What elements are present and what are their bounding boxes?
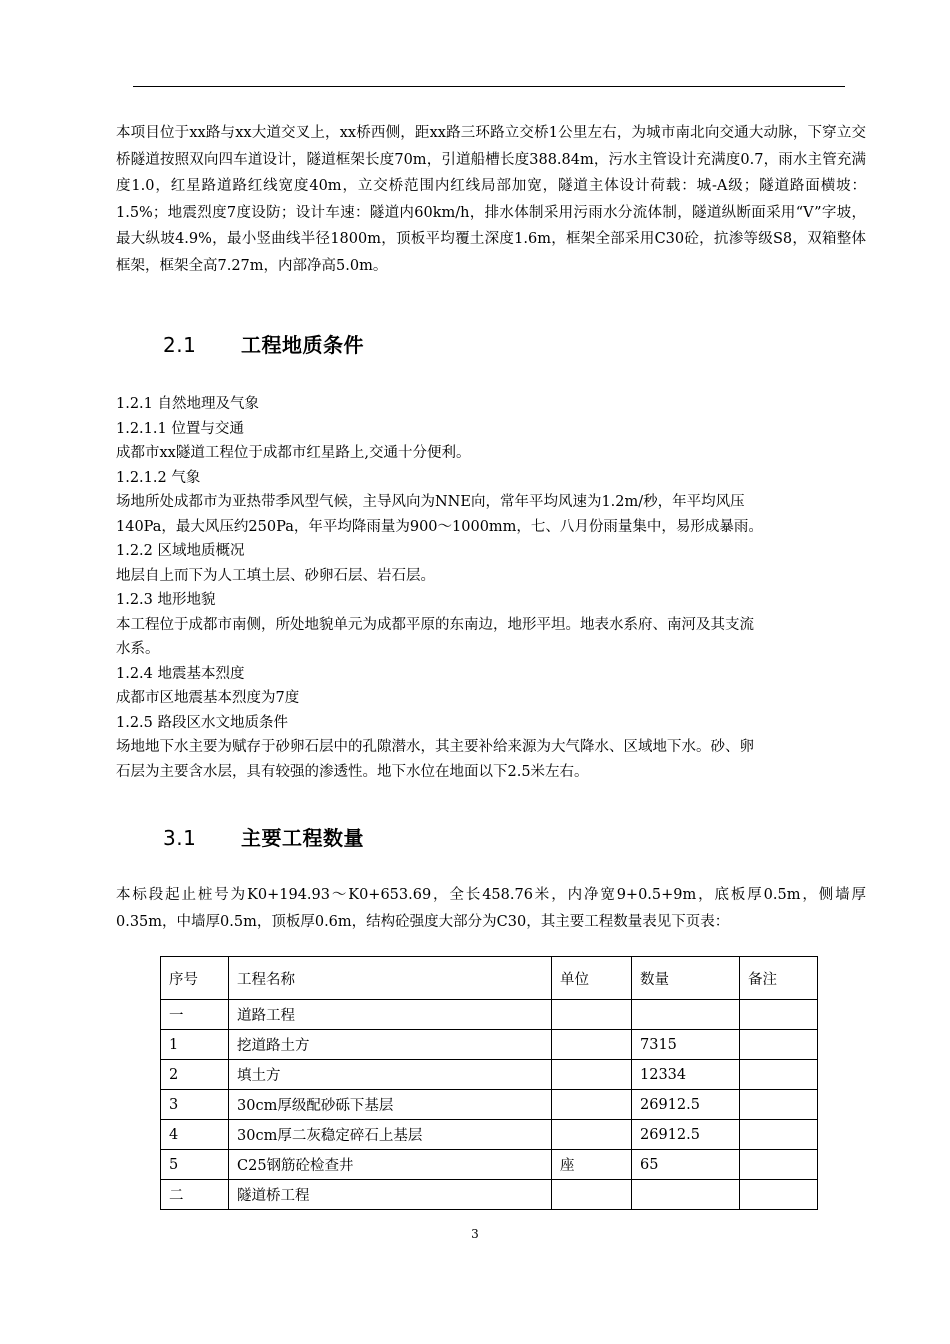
subheading: 1.2.2 区域地质概况 <box>116 543 245 559</box>
table-row <box>161 1120 818 1150</box>
table-cell <box>632 1000 740 1030</box>
table-cell: 5 <box>161 1150 229 1180</box>
table-cell <box>552 1180 632 1210</box>
subheading: 1.2.5 路段区水文地质条件 <box>116 714 289 731</box>
paragraph-line: 地层自上而下为人工填土层、砂卵石层、岩石层。 <box>116 567 435 584</box>
paragraph-line: 场地所处成都市为亚热带季风型气候，主导风向为NNE向，常年平均风速为1.2m/秒，年平均风压 <box>116 494 745 510</box>
table-cell: 一 <box>161 1000 229 1030</box>
page-number: 3 <box>471 1227 479 1241</box>
table-cell: 道路工程 <box>229 1000 552 1030</box>
table-row <box>161 1180 818 1210</box>
table-cell <box>552 1000 632 1030</box>
table-cell: 65 <box>632 1150 740 1180</box>
table-cell: 12334 <box>632 1060 740 1090</box>
section-title: 工程地质条件 <box>241 333 364 357</box>
subheading: 1.2.1 自然地理及气象 <box>116 396 260 412</box>
header-cell: 工程名称 <box>229 957 552 1000</box>
paragraph-line: 140Pa，最大风压约250Pa，年平均降雨量为900～1000mm，七、八月份雨量集中，易形成暴雨。 <box>116 518 763 535</box>
table-cell: 挖道路土方 <box>229 1030 552 1060</box>
section-heading-geology <box>163 329 364 358</box>
table-cell: 7315 <box>632 1030 740 1060</box>
table-cell <box>632 1180 740 1210</box>
geology-content <box>116 392 866 784</box>
table-cell <box>740 1000 818 1030</box>
header-cell: 数量 <box>632 957 740 1000</box>
table-cell <box>740 1150 818 1180</box>
table-cell: 座 <box>552 1150 632 1180</box>
section-number: 2.1 <box>163 333 197 357</box>
table-cell: 二 <box>161 1180 229 1210</box>
quantities-intro-paragraph: 本标段起止桩号为K0+194.93～K0+653.69，全长458.76米，内净宽9+0.5+9m，底板厚0.5m，侧墙厚0.35m，中墙厚0.5m，顶板厚0.6m，结构砼强度大部分为C30，其主要工程数量表见下页表： <box>116 887 866 930</box>
quantities-table <box>160 956 818 1210</box>
subheading: 1.2.1.1 位置与交通 <box>116 420 244 437</box>
subheading: 1.2.1.2 气象 <box>116 469 201 486</box>
header-cell: 单位 <box>552 957 632 1000</box>
table-cell <box>740 1090 818 1120</box>
section-title: 主要工程数量 <box>241 826 364 850</box>
subheading: 1.2.4 地震基本烈度 <box>116 665 245 682</box>
table-cell: 26912.5 <box>632 1090 740 1120</box>
table-cell <box>552 1060 632 1090</box>
table-row <box>161 1060 818 1090</box>
subheading: 1.2.3 地形地貌 <box>116 592 216 608</box>
table-cell: 30cm厚级配砂砾下基层 <box>229 1090 552 1120</box>
table-cell <box>740 1180 818 1210</box>
paragraph-line: 本工程位于成都市南侧，所处地貌单元为成都平原的东南边，地形平坦。地表水系府、南河及其支流 <box>116 616 754 633</box>
paragraph-line: 成都市区地震基本烈度为7度 <box>116 690 300 706</box>
paragraph-line: 水系。 <box>116 641 160 657</box>
section-heading-quantities <box>163 822 364 851</box>
table-cell: C25钢筋砼检查井 <box>229 1150 552 1180</box>
table-row <box>161 1150 818 1180</box>
table-cell <box>552 1090 632 1120</box>
intro-paragraph: 本项目位于xx路与xx大道交叉上，xx桥西侧，距xx路三环路立交桥1公里左右，为城市南北向交通大动脉，下穿立交桥隧道按照双向四车道设计，隧道框架长度70m，引道船槽长度388.84m，污水主管设计充满度0.7，雨水主管充满度1.0，红星路道路红线宽度40m，立交桥范围内红线局部加宽，隧道主体设计荷载：城-A级；隧道路面横坡：1.5%；地震烈度7度设防；设计车速：隧道内60km/h，排水体制采用污雨水分流体制，隧道纵断面采用“V”字坡，最大纵坡4.9%，最小竖曲线半径1800m，顶板平均覆土深度1.6m，框架全部采用C30砼，抗渗等级S8，双箱整体框架，框架全高7.27m，内部净高5.0m。 <box>116 125 866 274</box>
table-row <box>161 1090 818 1120</box>
table-cell: 2 <box>161 1060 229 1090</box>
header-cell: 序号 <box>161 957 229 1000</box>
table-cell: 3 <box>161 1090 229 1120</box>
table-cell <box>740 1060 818 1090</box>
header-cell: 备注 <box>740 957 818 1000</box>
table-header-row <box>161 957 818 1000</box>
table-cell: 填土方 <box>229 1060 552 1090</box>
section-number: 3.1 <box>163 826 197 850</box>
table-cell: 隧道桥工程 <box>229 1180 552 1210</box>
paragraph-line: 成都市xx隧道工程位于成都市红星路上,交通十分便利。 <box>116 445 471 461</box>
table-row <box>161 1030 818 1060</box>
paragraph-line: 场地地下水主要为赋存于砂卵石层中的孔隙潜水，其主要补给来源为大气降水、区域地下水。砂、卵 <box>116 739 754 755</box>
table-row <box>161 1000 818 1030</box>
table-cell <box>552 1030 632 1060</box>
table-cell <box>740 1030 818 1060</box>
table-cell: 4 <box>161 1120 229 1150</box>
table-cell <box>552 1120 632 1150</box>
table-cell: 26912.5 <box>632 1120 740 1150</box>
table-cell <box>740 1120 818 1150</box>
table-cell: 1 <box>161 1030 229 1060</box>
table-cell: 30cm厚二灰稳定碎石上基层 <box>229 1120 552 1150</box>
header-rule <box>133 86 845 87</box>
paragraph-line: 石层为主要含水层，具有较强的渗透性。地下水位在地面以下2.5米左右。 <box>116 763 589 780</box>
